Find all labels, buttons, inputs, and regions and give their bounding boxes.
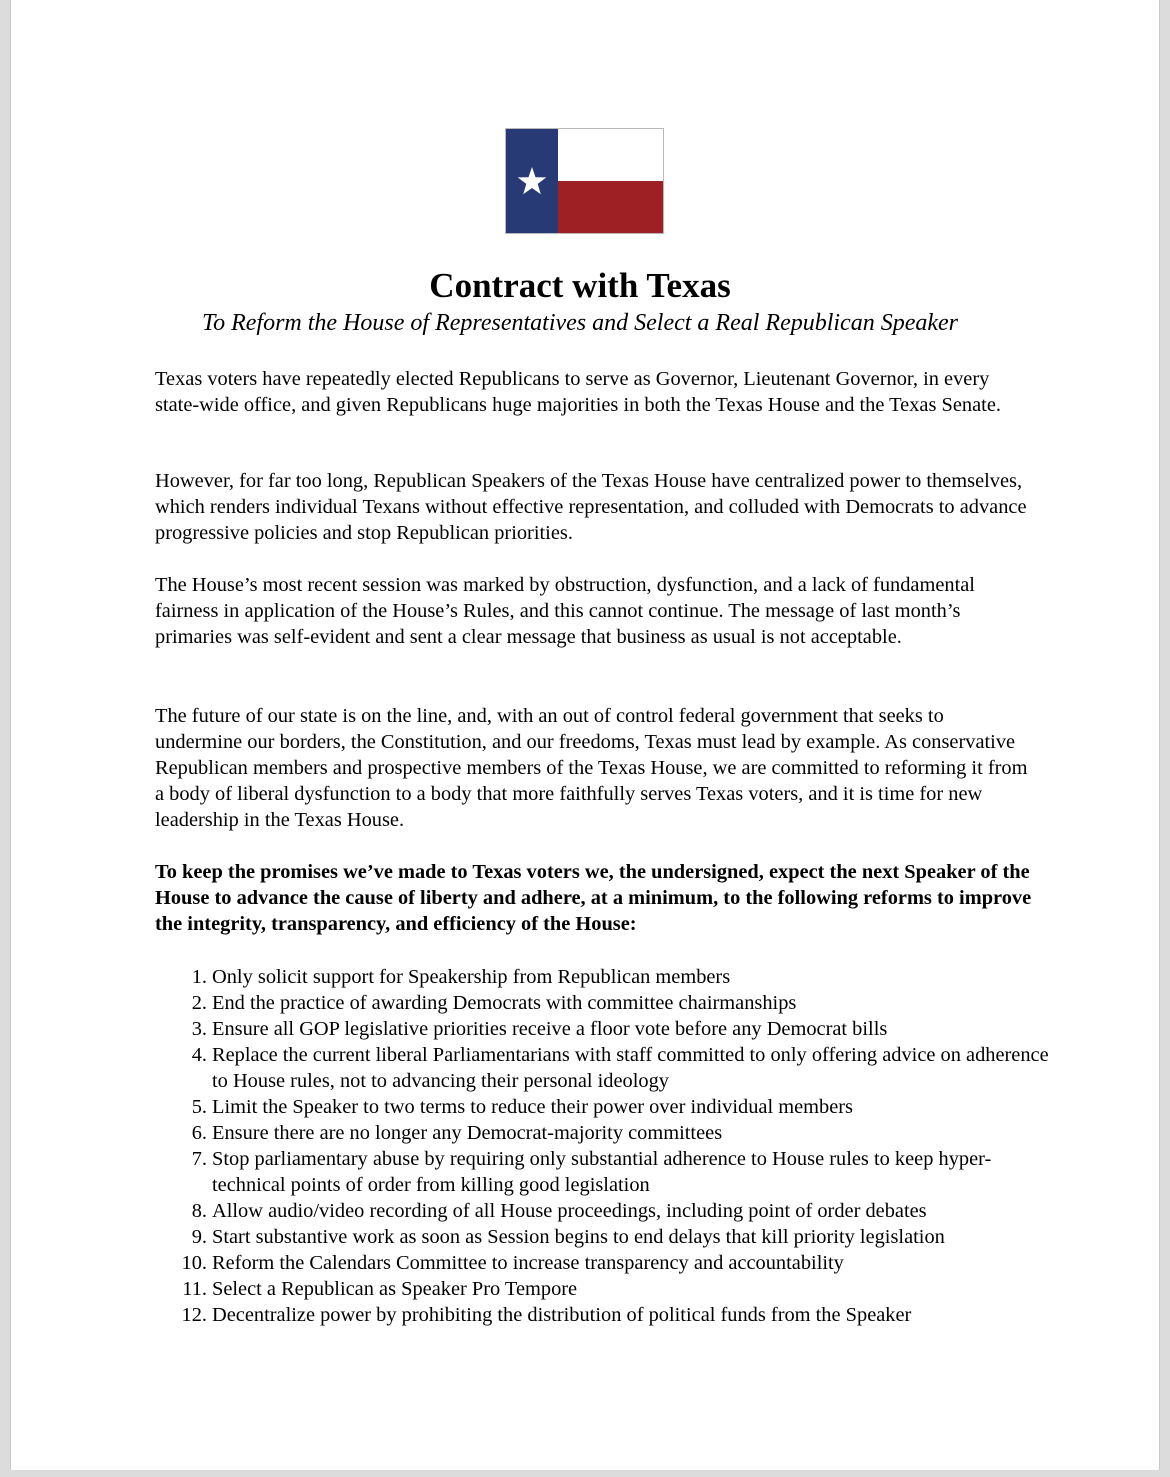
list-item-text: Stop parliamentary abuse by requiring only substantial adherence to House rules to keep hyper-technical points of order from killing good legislation	[212, 1148, 992, 1196]
list-item	[155, 1198, 1055, 1224]
list-item	[155, 1276, 1055, 1302]
list-item-number: 6.	[191, 1122, 207, 1144]
pledge-paragraph: To keep the promises we’ve made to Texas voters we, the undersigned, expect the next Speaker of the House to advance the cause of liberty and adhere, at a minimum, to the following reforms to improve the integrity, transparency, and efficiency of the House:	[155, 861, 1032, 935]
list-item-number: 2.	[191, 992, 207, 1014]
texas-flag-graphic	[506, 129, 663, 233]
list-item-text: Allow audio/video recording of all House proceedings, including point of order debates	[212, 1200, 927, 1222]
list-item-number: 3.	[191, 1018, 207, 1040]
paragraph-speakers: However, for far too long, Republican Speakers of the Texas House have centralized power to themselves, which renders individual Texans without effective representation, and colluded with Democrats to advance progressive policies and stop Republican priorities.	[155, 470, 1027, 544]
list-item-text: Limit the Speaker to two terms to reduce their power over individual members	[212, 1096, 853, 1118]
list-item-text: Only solicit support for Speakership from Republican members	[212, 966, 731, 988]
list-item	[155, 1224, 1055, 1250]
paragraph-session: The House’s most recent session was marked by obstruction, dysfunction, and a lack of fundamental fairness in application of the House’s Rules, and this cannot continue. The message of last month’s primaries was self-evident and sent a clear message that business as usual is not acceptable.	[155, 574, 975, 648]
paragraph-voters: Texas voters have repeatedly elected Republicans to serve as Governor, Lieutenant Governor, in every state-wide office, and given Republicans huge majorities in both the Texas House and the Texas Senate.	[155, 368, 1001, 416]
list-item-number: 10.	[181, 1252, 207, 1274]
list-item	[155, 1120, 1055, 1146]
list-item-text: Start substantive work as soon as Session begins to end delays that kill priority legislation	[212, 1226, 945, 1248]
list-item-number: 9.	[191, 1226, 207, 1248]
flag-white-stripe	[558, 129, 663, 181]
list-item-text: Reform the Calendars Committee to increase transparency and accountability	[212, 1252, 844, 1274]
list-item	[155, 1042, 1055, 1094]
list-item	[155, 1094, 1055, 1120]
document-page	[10, 0, 1160, 1470]
list-item	[155, 1146, 1055, 1198]
list-item-number: 11.	[182, 1278, 207, 1300]
paragraph-future: The future of our state is on the line, and, with an out of control federal government that seeks to undermine our borders, the Constitution, and our freedoms, Texas must lead by example. As conservative Republican members and prospective members of the Texas House, we are committed to reforming it from a body of liberal dysfunction to a body that more faithfully serves Texas voters, and it is time for new leadership in the Texas House.	[155, 705, 1028, 831]
list-item-text: Ensure all GOP legislative priorities receive a floor vote before any Democrat bills	[212, 1018, 888, 1040]
list-item-text: Decentralize power by prohibiting the distribution of political funds from the Speaker	[212, 1304, 912, 1326]
list-item-number: 7.	[191, 1148, 207, 1170]
list-item-text: Ensure there are no longer any Democrat-majority committees	[212, 1122, 723, 1144]
list-item	[155, 990, 1055, 1016]
list-item-text: Replace the current liberal Parliamentarians with staff committed to only offering advice on adherence to House rules, not to advancing their personal ideology	[212, 1044, 1049, 1092]
list-item-number: 4.	[191, 1044, 207, 1066]
list-item	[155, 1016, 1055, 1042]
flag-red-stripe	[558, 181, 663, 233]
list-item-number: 1.	[191, 966, 207, 988]
document-subtitle: To Reform the House of Representatives and Select a Real Republican Speaker	[201, 310, 959, 336]
list-item-number: 12.	[181, 1304, 207, 1326]
texas-flag-icon	[505, 128, 664, 234]
list-item	[155, 1302, 1055, 1328]
list-item	[155, 964, 1055, 990]
list-item-text: End the practice of awarding Democrats with committee chairmanships	[212, 992, 797, 1014]
reforms-list	[155, 964, 1055, 1328]
list-item-number: 5.	[191, 1096, 207, 1118]
document-title: Contract with Texas	[429, 266, 731, 305]
list-item	[155, 1250, 1055, 1276]
list-item-number: 8.	[191, 1200, 207, 1222]
list-item-text: Select a Republican as Speaker Pro Tempore	[212, 1278, 578, 1300]
